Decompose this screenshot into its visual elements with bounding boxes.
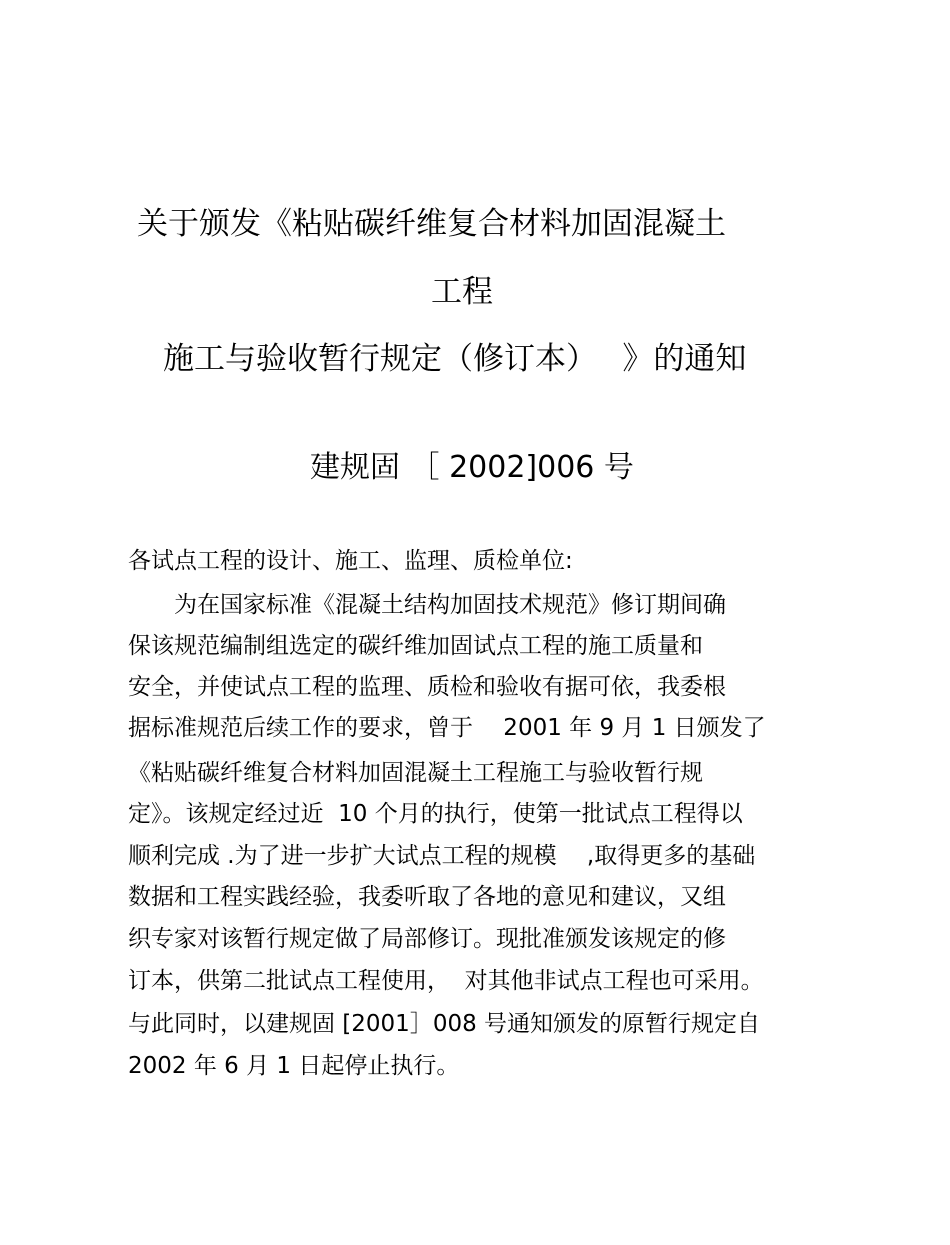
body-line: 顺利完成 .为了进一步扩大试点工程的规模 ,取得更多的基础 bbox=[128, 843, 756, 869]
salutation: 各试点工程的设计、施工、监理、质检单位: bbox=[128, 548, 573, 574]
body-line: 与此同时，以建规固 [2001］008 号通知颁发的原暂行规定自 bbox=[128, 1011, 761, 1037]
body-line: 《粘贴碳纤维复合材料加固混凝土工程施工与验收暂行规 bbox=[128, 760, 703, 786]
body-line: 保该规范编制组选定的碳纤维加固试点工程的施工质量和 bbox=[128, 633, 703, 659]
body-line: 安全，并使试点工程的监理、质检和验收有据可依，我委根 bbox=[128, 674, 726, 700]
body-line: 定》。该规定经过近 10 个月的执行，使第一批试点工程得以 bbox=[128, 801, 743, 827]
title-line-1: 关于颁发《粘贴碳纤维复合材料加固混凝土 bbox=[137, 206, 726, 242]
body-line: 织专家对该暂行规定做了局部修订。现批准颁发该规定的修 bbox=[128, 926, 726, 952]
document-number: 建规固 ［ 2002]006 号 bbox=[310, 450, 634, 485]
body-line: 为在国家标准《混凝土结构加固技术规范》修订期间确 bbox=[174, 592, 726, 618]
body-line: 订本，供第二批试点工程使用， 对其他非试点工程也可采用。 bbox=[128, 968, 764, 994]
body-line: 据标准规范后续工作的要求，曾于 2001 年 9 月 1 日颁发了 bbox=[128, 715, 766, 741]
body-line: 数据和工程实践经验，我委听取了各地的意见和建议，又组 bbox=[128, 884, 726, 910]
title-line-3: 施工与验收暂行规定（修订本） 》的通知 bbox=[163, 341, 747, 377]
title-line-2: 工程 bbox=[431, 274, 493, 310]
body-line: 2002 年 6 月 1 日起停止执行。 bbox=[128, 1053, 460, 1079]
